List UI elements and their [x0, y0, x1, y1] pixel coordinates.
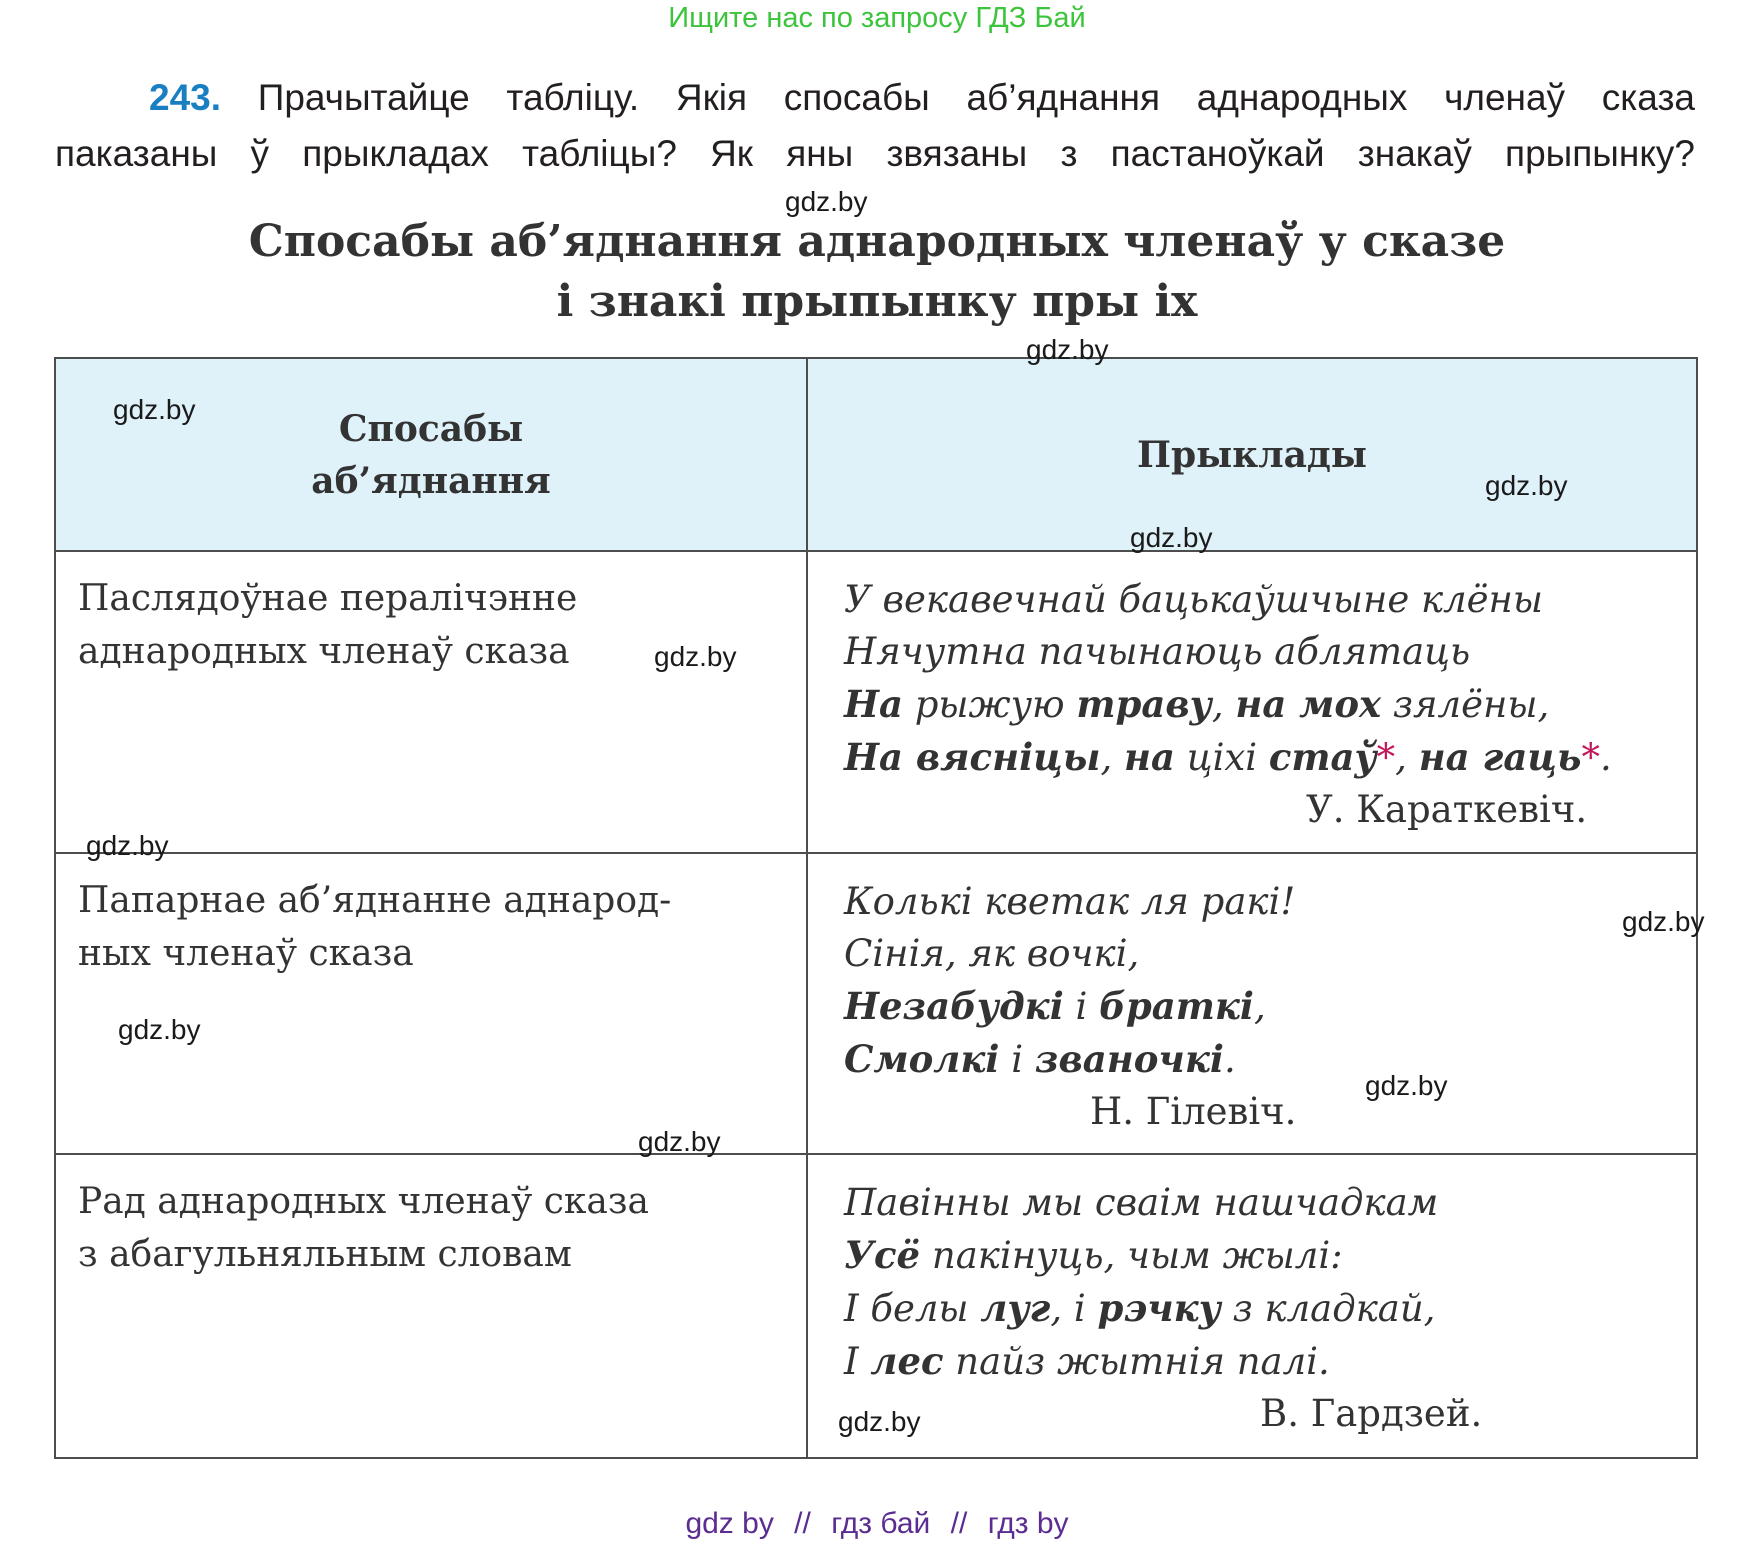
watermark: gdz.by [118, 1014, 201, 1045]
watermark: gdz.by [838, 1406, 921, 1437]
footnote-asterisk: * [1376, 736, 1396, 779]
watermark: gdz.by [86, 830, 169, 861]
poem-author: В. Гардзей. [1260, 1392, 1483, 1435]
method-cell: Паслядоўнае пералічэнне аднародных членаў сказа [55, 551, 807, 853]
methods-table [54, 357, 1698, 1459]
method-cell: Папарнае аб’яднанне аднарод- ных членаў сказа [55, 853, 807, 1154]
bottom-link-gdz-by-2[interactable]: гдз by [987, 1507, 1069, 1540]
example-cell: Колькі кветак ля ракі! Сінія, як вочкі, Незабудкі і браткі, Смолкі і званочкі. Н. Гілевіч. [807, 853, 1697, 1154]
watermark: gdz.by [1622, 906, 1705, 937]
watermark: gdz.by [1130, 522, 1213, 553]
table-header-row [55, 358, 1697, 551]
watermark: gdz.by [785, 186, 868, 217]
header-methods: Спосабы аб’яднання [55, 358, 807, 551]
bottom-separator: // [794, 1507, 811, 1540]
watermark: gdz.by [1365, 1070, 1448, 1101]
watermark: gdz.by [1485, 470, 1568, 501]
table-row [55, 551, 1697, 853]
bottom-separator: // [950, 1507, 968, 1540]
task-text [55, 70, 1695, 182]
example-cell: Павінны мы сваім нашчадкам Усё пакінуць, чым жылі: І белы луг, і рэчку з кладкай, І лес пайз жытнія палі. В. Гардзей. [807, 1154, 1697, 1458]
task-line-1: Прачытайце табліцу. Якія спосабы аб’яднання аднародных членаў сказа [257, 77, 1695, 118]
task-number: 243. [149, 77, 222, 118]
bottom-links [0, 1506, 1754, 1542]
header-examples: Прыклады [807, 358, 1697, 551]
table-row [55, 853, 1697, 1154]
table-title [0, 212, 1754, 332]
footnote-asterisk: * [1581, 736, 1600, 779]
top-banner-link[interactable]: Ищите нас по запросу ГДЗ Бай [668, 2, 1086, 34]
bottom-link-gdz-bai[interactable]: гдз бай [831, 1507, 931, 1540]
table-title-line-2: і знакі прыпынку пры іх [556, 276, 1198, 327]
example-cell: У векавечнай бацькаўшчыне клёны Нячутна пачынаюць аблятаць На рыжую траву, на мох зялёны, На вясніцы, на ціхі стаў*, на гаць*. У. Караткевіч. [807, 551, 1697, 853]
watermark: gdz.by [654, 641, 737, 672]
watermark: gdz.by [1026, 334, 1109, 365]
poem-author: Н. Гілевіч. [1090, 1090, 1297, 1133]
table-title-line-1: Спосабы аб’яднання аднародных членаў у сказе [248, 216, 1506, 267]
task-line-2: паказаны ў прыкладах табліцы? Як яны звязаны з пастаноўкай знакаў прыпынку? [55, 133, 1695, 174]
watermark: gdz.by [113, 394, 196, 425]
bottom-link-gdz-by[interactable]: gdz by [685, 1507, 774, 1540]
watermark: gdz.by [638, 1126, 721, 1157]
method-cell: Рад аднародных членаў сказа з абагульняльным словам [55, 1154, 807, 1458]
poem-author: У. Караткевіч. [1306, 788, 1588, 831]
